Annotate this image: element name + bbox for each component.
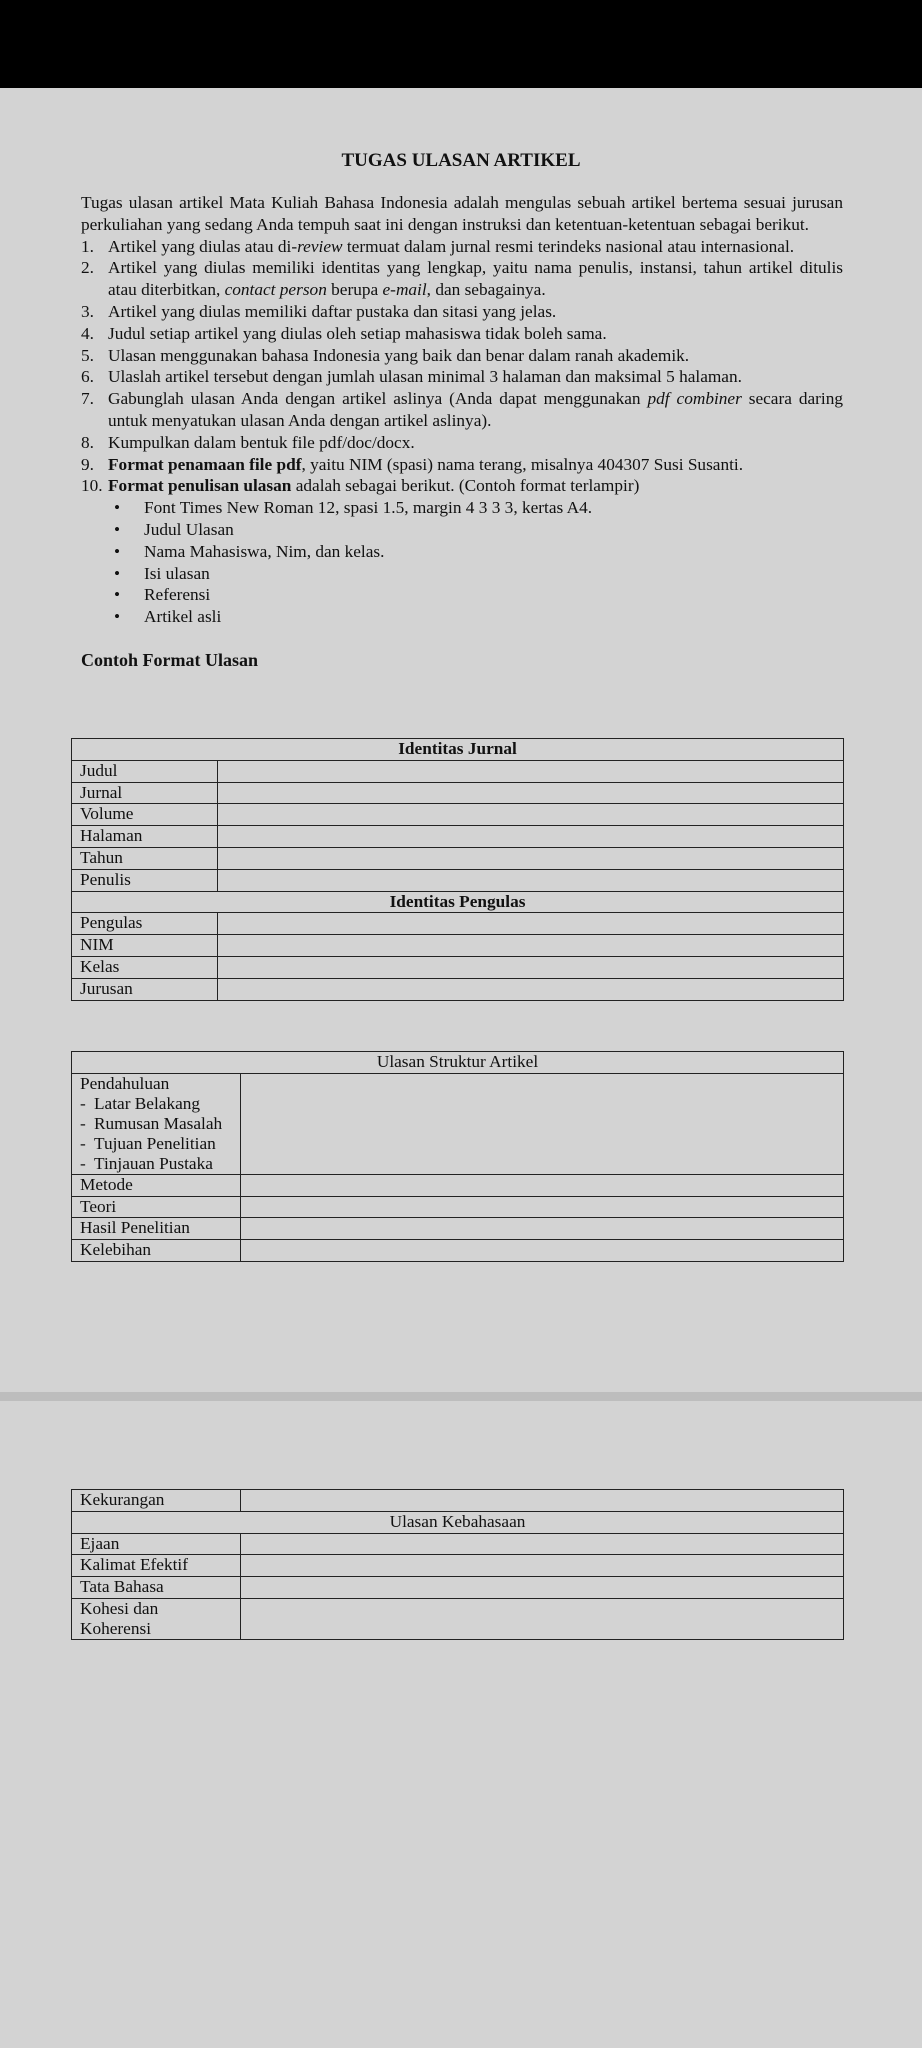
document-page-2 bbox=[0, 1401, 922, 2048]
bullet-item: • Isi ulasan bbox=[144, 563, 843, 585]
bullet-item: • Nama Mahasiswa, Nim, dan kelas. bbox=[144, 541, 843, 563]
table-row: Volume bbox=[72, 804, 844, 826]
table-row: Halaman bbox=[72, 826, 844, 848]
table-row: Penulis bbox=[72, 869, 844, 891]
list-item: 3. Artikel yang diulas memiliki daftar pustaka dan sitasi yang jelas. bbox=[81, 301, 557, 321]
structure-review-table bbox=[71, 1051, 844, 1262]
table-row: Tahun bbox=[72, 847, 844, 869]
list-item: 5. Ulasan menggunakan bahasa Indonesia yang baik dan benar dalam ranah akademik. bbox=[81, 345, 690, 365]
table-row: Jurusan bbox=[72, 978, 844, 1000]
table-row: Kohesi dan Koherensi bbox=[72, 1598, 844, 1639]
list-item: 7. Gabunglah ulasan Anda dengan artikel aslinya (Anda dapat menggunakan pdf combiner secara daring untuk menyatukan ulasan Anda dengan artikel aslinya). bbox=[81, 389, 843, 430]
table-header: Ulasan Kebahasaan bbox=[72, 1511, 844, 1533]
bullet-item: • Judul Ulasan bbox=[144, 519, 843, 541]
list-item: 6. Ulaslah artikel tersebut dengan jumlah ulasan minimal 3 halaman dan maksimal 5 halaman. bbox=[81, 367, 742, 387]
table-row: Pendahuluan - Latar Belakang - Rumusan Masalah - Tujuan Penelitian - Tinjauan Pustaka bbox=[72, 1073, 844, 1174]
table-row: Teori bbox=[72, 1196, 844, 1218]
table-row: Jurnal bbox=[72, 782, 844, 804]
table-row: Kelas bbox=[72, 956, 844, 978]
table-row: Kalimat Efektif bbox=[72, 1555, 844, 1577]
list-item: 10. Format penulisan ulasan adalah sebagai berikut. (Contoh format terlampir) • Font Times New Roman 12, spasi 1.5, margin 4 3 3 3, kertas A4. • Judul Ulasan • Nama Mahasiswa, Nim, dan kelas. • Isi ulasan • Referensi • Artikel asli bbox=[108, 475, 843, 628]
table-row: Hasil Penelitian bbox=[72, 1218, 844, 1240]
list-item: 2. Artikel yang diulas memiliki identitas yang lengkap, yaitu nama penulis, instansi, tahun artikel ditulis atau diterbitkan, contact person berupa e-mail, dan sebagainya. bbox=[81, 258, 843, 300]
list-item: 1. Artikel yang diulas atau di-review termuat dalam jurnal resmi terindeks nasional atau internasional. bbox=[81, 236, 795, 256]
table-header: Identitas Pengulas bbox=[72, 891, 844, 913]
table-header: Ulasan Struktur Artikel bbox=[72, 1052, 844, 1074]
language-review-table bbox=[71, 1489, 844, 1640]
table-row: Metode bbox=[72, 1174, 844, 1196]
table-row: Tata Bahasa bbox=[72, 1577, 844, 1599]
top-black-bar bbox=[0, 0, 922, 88]
table-row: Ejaan bbox=[72, 1533, 844, 1555]
section-heading: Contoh Format Ulasan bbox=[81, 649, 259, 670]
identity-table bbox=[71, 738, 844, 1001]
table-row: Kekurangan bbox=[72, 1490, 844, 1512]
table-row: Pengulas bbox=[72, 913, 844, 935]
bullet-item: • Font Times New Roman 12, spasi 1.5, margin 4 3 3 3, kertas A4. bbox=[144, 497, 843, 519]
document-title: TUGAS ULASAN ARTIKEL bbox=[341, 150, 581, 171]
instructions-block bbox=[81, 192, 843, 672]
list-item: 8. Kumpulkan dalam bentuk file pdf/doc/docx. bbox=[81, 432, 415, 452]
page-separator bbox=[0, 1392, 922, 1401]
format-bullet-list bbox=[108, 497, 843, 628]
table-row: NIM bbox=[72, 935, 844, 957]
document-page-1 bbox=[0, 88, 922, 1392]
intro-paragraph: Tugas ulasan artikel Mata Kuliah Bahasa Indonesia adalah mengulas sebuah artikel bertema sesuai jurusan perkuliahan yang sedang Anda tempuh saat ini dengan instruksi dan ketentuan-ketentuan sebagai berikut. bbox=[81, 193, 843, 234]
table-header: Identitas Jurnal bbox=[72, 739, 844, 761]
intro-sublist: - Latar Belakang - Rumusan Masalah - Tujuan Penelitian - Tinjauan Pustaka bbox=[80, 1094, 232, 1174]
bullet-item: • Referensi bbox=[144, 584, 843, 606]
instruction-list bbox=[81, 236, 843, 628]
bullet-item: • Artikel asli bbox=[144, 606, 843, 628]
table-row: Kelebihan bbox=[72, 1240, 844, 1262]
list-item: 9. Format penamaan file pdf, yaitu NIM (spasi) nama terang, misalnya 404307 Susi Susanti. bbox=[81, 454, 744, 474]
list-item: 4. Judul setiap artikel yang diulas oleh setiap mahasiswa tidak boleh sama. bbox=[81, 323, 607, 343]
table-row: Judul bbox=[72, 760, 844, 782]
